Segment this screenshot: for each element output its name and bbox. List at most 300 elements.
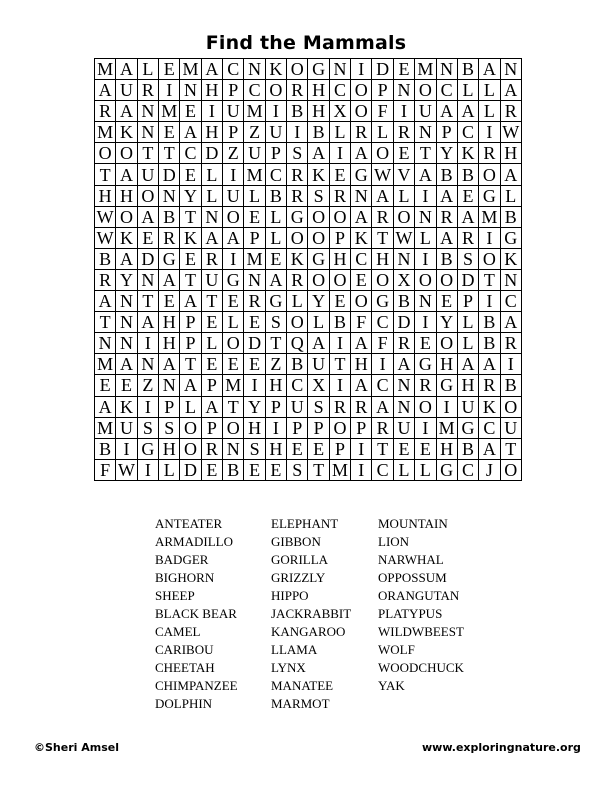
- grid-letter: M: [415, 59, 436, 80]
- grid-letter: D: [372, 59, 393, 80]
- grid-letter: S: [308, 185, 329, 206]
- grid-letter: A: [95, 291, 116, 312]
- grid-letter: O: [308, 227, 329, 248]
- grid-letter: A: [201, 227, 222, 248]
- grid-letter: U: [201, 269, 222, 290]
- grid-letter: R: [500, 333, 521, 354]
- grid-letter: I: [436, 396, 457, 417]
- word-list-item: GIBBON: [271, 534, 321, 549]
- grid-letter: N: [137, 122, 158, 143]
- grid-letter: G: [223, 269, 244, 290]
- grid-letter: I: [372, 354, 393, 375]
- grid-letter: R: [351, 396, 372, 417]
- grid-letter: P: [223, 122, 244, 143]
- grid-letter: C: [500, 291, 521, 312]
- word-search-grid: [94, 58, 522, 481]
- grid-letter: T: [180, 269, 201, 290]
- grid-letter: W: [95, 227, 116, 248]
- grid-letter: M: [479, 206, 500, 227]
- grid-letter: U: [393, 417, 414, 438]
- grid-letter: A: [137, 312, 158, 333]
- grid-letter: N: [415, 206, 436, 227]
- grid-letter: M: [329, 459, 350, 480]
- grid-letter: E: [244, 312, 265, 333]
- grid-letter: A: [95, 396, 116, 417]
- grid-letter: K: [351, 227, 372, 248]
- grid-letter: A: [116, 101, 137, 122]
- grid-letter: L: [479, 101, 500, 122]
- word-list-item: CARIBOU: [155, 642, 214, 657]
- grid-letter: B: [479, 312, 500, 333]
- grid-letter: N: [351, 185, 372, 206]
- grid-letter: K: [479, 396, 500, 417]
- grid-letter: L: [457, 312, 478, 333]
- grid-letter: I: [415, 417, 436, 438]
- grid-letter: N: [159, 185, 180, 206]
- grid-letter: L: [457, 80, 478, 101]
- grid-letter: U: [500, 417, 521, 438]
- grid-letter: K: [116, 396, 137, 417]
- grid-letter: A: [479, 354, 500, 375]
- grid-letter: P: [201, 417, 222, 438]
- grid-letter: W: [116, 459, 137, 480]
- grid-letter: G: [287, 206, 308, 227]
- grid-letter: A: [351, 143, 372, 164]
- grid-letter: I: [500, 354, 521, 375]
- grid-row: [95, 80, 522, 101]
- grid-letter: N: [116, 312, 137, 333]
- grid-letter: P: [329, 438, 350, 459]
- grid-letter: P: [329, 227, 350, 248]
- grid-letter: E: [244, 459, 265, 480]
- grid-letter: H: [116, 185, 137, 206]
- grid-letter: D: [244, 333, 265, 354]
- grid-letter: E: [116, 375, 137, 396]
- grid-letter: C: [265, 164, 286, 185]
- grid-row: [95, 164, 522, 185]
- grid-letter: I: [287, 122, 308, 143]
- grid-letter: N: [415, 291, 436, 312]
- grid-letter: E: [95, 375, 116, 396]
- grid-letter: K: [116, 227, 137, 248]
- grid-letter: C: [372, 312, 393, 333]
- grid-letter: O: [287, 312, 308, 333]
- grid-letter: I: [479, 122, 500, 143]
- grid-letter: I: [479, 227, 500, 248]
- grid-letter: Z: [223, 143, 244, 164]
- grid-letter: H: [436, 354, 457, 375]
- grid-row: [95, 248, 522, 269]
- grid-letter: B: [436, 248, 457, 269]
- grid-letter: L: [265, 206, 286, 227]
- word-list-item: YAK: [378, 678, 405, 693]
- grid-letter: G: [159, 248, 180, 269]
- grid-letter: I: [329, 375, 350, 396]
- grid-letter: G: [372, 291, 393, 312]
- grid-letter: N: [116, 333, 137, 354]
- grid-letter: D: [180, 459, 201, 480]
- grid-letter: R: [287, 269, 308, 290]
- grid-letter: E: [180, 164, 201, 185]
- grid-letter: K: [180, 227, 201, 248]
- grid-letter: H: [436, 438, 457, 459]
- grid-letter: R: [329, 396, 350, 417]
- grid-letter: C: [479, 417, 500, 438]
- grid-letter: E: [201, 312, 222, 333]
- grid-letter: U: [415, 101, 436, 122]
- grid-letter: U: [244, 143, 265, 164]
- grid-letter: O: [223, 206, 244, 227]
- grid-letter: U: [265, 122, 286, 143]
- grid-letter: A: [116, 59, 137, 80]
- grid-letter: H: [351, 354, 372, 375]
- grid-letter: A: [372, 396, 393, 417]
- grid-letter: C: [180, 143, 201, 164]
- grid-letter: S: [457, 248, 478, 269]
- grid-letter: E: [137, 227, 158, 248]
- grid-letter: M: [95, 417, 116, 438]
- grid-letter: B: [287, 101, 308, 122]
- grid-letter: T: [500, 438, 521, 459]
- grid-letter: A: [479, 59, 500, 80]
- grid-letter: A: [223, 227, 244, 248]
- grid-letter: D: [137, 248, 158, 269]
- grid-letter: G: [415, 354, 436, 375]
- grid-letter: H: [159, 333, 180, 354]
- grid-letter: I: [137, 333, 158, 354]
- grid-letter: E: [329, 164, 350, 185]
- grid-letter: E: [180, 248, 201, 269]
- grid-row: [95, 185, 522, 206]
- word-list-item: HIPPO: [271, 588, 309, 603]
- grid-letter: E: [329, 291, 350, 312]
- grid-letter: N: [137, 269, 158, 290]
- word-list-item: BADGER: [155, 552, 209, 567]
- grid-letter: B: [457, 438, 478, 459]
- word-list-item: ELEPHANT: [271, 516, 339, 531]
- grid-letter: N: [436, 59, 457, 80]
- grid-letter: R: [201, 248, 222, 269]
- grid-letter: M: [244, 101, 265, 122]
- grid-letter: A: [351, 333, 372, 354]
- grid-letter: O: [116, 143, 137, 164]
- grid-letter: R: [393, 333, 414, 354]
- grid-letter: I: [329, 333, 350, 354]
- grid-letter: O: [351, 80, 372, 101]
- grid-letter: T: [329, 354, 350, 375]
- grid-letter: C: [436, 80, 457, 101]
- grid-letter: I: [351, 59, 372, 80]
- grid-letter: N: [415, 122, 436, 143]
- word-list-item: LLAMA: [271, 642, 318, 657]
- grid-letter: T: [95, 164, 116, 185]
- grid-letter: L: [265, 227, 286, 248]
- grid-letter: K: [457, 143, 478, 164]
- grid-letter: E: [180, 101, 201, 122]
- word-list-item: WOLF: [378, 642, 415, 657]
- grid-letter: U: [116, 80, 137, 101]
- grid-letter: M: [159, 101, 180, 122]
- grid-letter: E: [393, 59, 414, 80]
- grid-letter: L: [415, 227, 436, 248]
- word-list-item: BLACK BEAR: [155, 606, 237, 621]
- page-title: Find the Mammals: [205, 32, 407, 54]
- grid-letter: S: [137, 417, 158, 438]
- grid-letter: L: [393, 185, 414, 206]
- grid-letter: O: [329, 417, 350, 438]
- grid-letter: T: [265, 333, 286, 354]
- grid-letter: M: [180, 59, 201, 80]
- grid-letter: B: [308, 122, 329, 143]
- grid-letter: E: [351, 269, 372, 290]
- grid-letter: R: [287, 80, 308, 101]
- grid-letter: S: [265, 312, 286, 333]
- grid-letter: I: [415, 185, 436, 206]
- grid-letter: A: [137, 206, 158, 227]
- grid-letter: E: [415, 333, 436, 354]
- grid-letter: A: [457, 101, 478, 122]
- grid-letter: F: [95, 459, 116, 480]
- grid-letter: N: [137, 101, 158, 122]
- grid-letter: A: [180, 291, 201, 312]
- grid-letter: T: [479, 269, 500, 290]
- grid-letter: S: [308, 396, 329, 417]
- grid-letter: R: [159, 227, 180, 248]
- grid-row: [95, 396, 522, 417]
- grid-letter: O: [308, 206, 329, 227]
- grid-row: [95, 354, 522, 375]
- grid-letter: G: [137, 438, 158, 459]
- word-list-item: ANTEATER: [155, 516, 223, 531]
- word-list-item: GORILLA: [271, 552, 329, 567]
- grid-letter: T: [180, 354, 201, 375]
- grid-letter: T: [95, 312, 116, 333]
- grid-letter: V: [393, 164, 414, 185]
- grid-letter: O: [500, 459, 521, 480]
- grid-letter: B: [500, 206, 521, 227]
- grid-row: [95, 333, 522, 354]
- grid-letter: C: [457, 122, 478, 143]
- grid-letter: O: [436, 269, 457, 290]
- grid-letter: W: [372, 164, 393, 185]
- grid-letter: N: [244, 269, 265, 290]
- grid-letter: P: [436, 122, 457, 143]
- grid-letter: A: [116, 164, 137, 185]
- grid-letter: X: [308, 375, 329, 396]
- grid-letter: R: [351, 122, 372, 143]
- grid-letter: O: [393, 206, 414, 227]
- grid-letter: I: [116, 438, 137, 459]
- grid-letter: P: [308, 417, 329, 438]
- word-list-item: ORANGUTAN: [378, 588, 460, 603]
- grid-letter: G: [457, 417, 478, 438]
- grid-letter: L: [201, 164, 222, 185]
- grid-letter: Y: [436, 312, 457, 333]
- grid-letter: N: [393, 396, 414, 417]
- grid-letter: L: [308, 312, 329, 333]
- grid-letter: F: [351, 312, 372, 333]
- grid-letter: I: [137, 396, 158, 417]
- grid-row: [95, 312, 522, 333]
- grid-letter: R: [372, 206, 393, 227]
- grid-letter: A: [180, 122, 201, 143]
- grid-letter: S: [159, 417, 180, 438]
- grid-letter: M: [223, 375, 244, 396]
- grid-letter: Z: [265, 354, 286, 375]
- grid-letter: T: [137, 143, 158, 164]
- word-list-item: WILDWBEEST: [378, 624, 464, 639]
- grid-letter: H: [265, 375, 286, 396]
- grid-letter: U: [223, 185, 244, 206]
- grid-letter: O: [372, 269, 393, 290]
- grid-letter: B: [479, 333, 500, 354]
- grid-letter: I: [351, 438, 372, 459]
- grid-letter: O: [351, 291, 372, 312]
- grid-letter: C: [244, 80, 265, 101]
- grid-letter: E: [223, 291, 244, 312]
- grid-letter: E: [265, 459, 286, 480]
- grid-letter: U: [223, 101, 244, 122]
- grid-letter: C: [223, 59, 244, 80]
- grid-letter: F: [372, 101, 393, 122]
- grid-letter: L: [393, 459, 414, 480]
- grid-row: [95, 417, 522, 438]
- grid-letter: A: [500, 164, 521, 185]
- grid-letter: O: [436, 333, 457, 354]
- grid-letter: J: [479, 459, 500, 480]
- word-list-item: CHIMPANZEE: [155, 678, 238, 693]
- grid-letter: R: [457, 227, 478, 248]
- grid-letter: O: [180, 438, 201, 459]
- grid-letter: I: [137, 459, 158, 480]
- grid-letter: K: [308, 164, 329, 185]
- grid-letter: B: [329, 312, 350, 333]
- grid-letter: X: [329, 101, 350, 122]
- grid-letter: S: [244, 438, 265, 459]
- grid-letter: H: [201, 122, 222, 143]
- grid-letter: O: [116, 206, 137, 227]
- grid-letter: L: [479, 80, 500, 101]
- grid-letter: C: [457, 459, 478, 480]
- grid-letter: G: [308, 248, 329, 269]
- grid-letter: E: [415, 438, 436, 459]
- grid-letter: B: [500, 375, 521, 396]
- grid-letter: M: [436, 417, 457, 438]
- grid-letter: T: [223, 396, 244, 417]
- grid-row: [95, 101, 522, 122]
- grid-letter: M: [244, 164, 265, 185]
- grid-letter: I: [351, 459, 372, 480]
- word-list-item: BIGHORN: [155, 570, 215, 585]
- grid-letter: O: [351, 101, 372, 122]
- grid-row: [95, 438, 522, 459]
- grid-letter: H: [457, 375, 478, 396]
- grid-letter: P: [457, 291, 478, 312]
- word-list-item: CHEETAH: [155, 660, 215, 675]
- grid-letter: C: [372, 459, 393, 480]
- word-list-item: MANATEE: [271, 678, 334, 693]
- grid-letter: N: [393, 80, 414, 101]
- grid-letter: E: [287, 438, 308, 459]
- grid-letter: D: [201, 143, 222, 164]
- grid-letter: G: [436, 375, 457, 396]
- grid-letter: A: [265, 269, 286, 290]
- grid-letter: Y: [244, 396, 265, 417]
- grid-letter: U: [308, 354, 329, 375]
- grid-letter: D: [159, 164, 180, 185]
- grid-letter: H: [201, 80, 222, 101]
- grid-letter: O: [500, 396, 521, 417]
- grid-letter: P: [201, 375, 222, 396]
- grid-letter: Q: [287, 333, 308, 354]
- grid-letter: W: [95, 206, 116, 227]
- grid-row: [95, 227, 522, 248]
- grid-letter: R: [479, 375, 500, 396]
- grid-letter: O: [223, 333, 244, 354]
- grid-letter: T: [415, 143, 436, 164]
- grid-letter: P: [287, 417, 308, 438]
- grid-letter: I: [159, 80, 180, 101]
- grid-letter: K: [500, 248, 521, 269]
- grid-letter: U: [287, 396, 308, 417]
- grid-letter: O: [415, 396, 436, 417]
- grid-letter: A: [479, 438, 500, 459]
- website-text: www.exploringnature.org: [422, 741, 581, 754]
- word-list-item: SHEEP: [155, 588, 195, 603]
- grid-letter: A: [500, 312, 521, 333]
- grid-letter: W: [500, 122, 521, 143]
- grid-letter: Z: [244, 122, 265, 143]
- grid-letter: O: [287, 59, 308, 80]
- grid-letter: A: [95, 80, 116, 101]
- grid-letter: A: [393, 354, 414, 375]
- grid-letter: L: [457, 333, 478, 354]
- grid-letter: P: [244, 227, 265, 248]
- grid-letter: E: [223, 354, 244, 375]
- grid-letter: A: [457, 206, 478, 227]
- word-list-column-1: [155, 515, 238, 713]
- word-list-item: LION: [378, 534, 410, 549]
- grid-letter: K: [265, 59, 286, 80]
- word-list-item: MOUNTAIN: [378, 516, 448, 531]
- grid-letter: N: [223, 438, 244, 459]
- grid-letter: R: [479, 143, 500, 164]
- grid-letter: O: [479, 164, 500, 185]
- grid-letter: R: [287, 164, 308, 185]
- grid-letter: R: [95, 269, 116, 290]
- grid-letter: A: [116, 248, 137, 269]
- grid-letter: A: [436, 227, 457, 248]
- grid-letter: L: [287, 291, 308, 312]
- grid-letter: A: [201, 59, 222, 80]
- grid-letter: L: [223, 312, 244, 333]
- word-list-item: PLATYPUS: [378, 606, 443, 621]
- grid-letter: L: [244, 185, 265, 206]
- grid-letter: I: [329, 143, 350, 164]
- grid-letter: Y: [116, 269, 137, 290]
- grid-letter: R: [372, 417, 393, 438]
- grid-letter: R: [436, 206, 457, 227]
- grid-letter: B: [287, 354, 308, 375]
- grid-letter: A: [116, 354, 137, 375]
- grid-letter: G: [436, 459, 457, 480]
- grid-letter: A: [180, 375, 201, 396]
- word-list-item: OPPOSSUM: [378, 570, 447, 585]
- grid-letter: L: [201, 185, 222, 206]
- grid-letter: C: [351, 248, 372, 269]
- grid-letter: U: [116, 417, 137, 438]
- grid-letter: O: [265, 80, 286, 101]
